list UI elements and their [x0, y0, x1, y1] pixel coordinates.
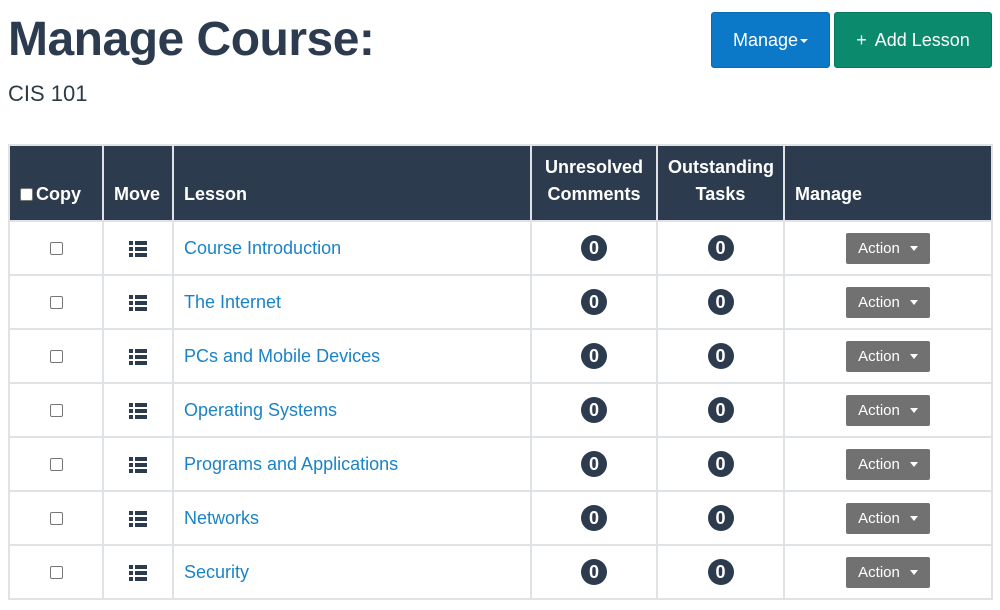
table-row — [9, 437, 992, 491]
comments-header-line1: Unresolved — [544, 157, 644, 177]
manage-cell — [784, 383, 992, 437]
lesson-cell — [173, 383, 531, 437]
tasks-cell — [657, 221, 784, 275]
copy-cell — [9, 221, 103, 275]
unresolved-comments-badge: 0 — [581, 289, 607, 315]
tasks-cell — [657, 437, 784, 491]
copy-checkbox[interactable] — [50, 350, 63, 363]
top-actions — [711, 12, 992, 68]
lesson-cell — [173, 491, 531, 545]
outstanding-tasks-badge: 0 — [708, 289, 734, 315]
comments-cell — [531, 329, 657, 383]
caret-down-icon — [910, 354, 918, 359]
plus-icon: + — [856, 29, 867, 50]
lesson-link[interactable]: Course Introduction — [184, 237, 342, 258]
column-header-copy — [9, 145, 103, 221]
lesson-cell — [173, 275, 531, 329]
copy-cell — [9, 275, 103, 329]
lesson-cell — [173, 329, 531, 383]
tasks-cell — [657, 491, 784, 545]
action-label: Action — [858, 509, 900, 527]
unresolved-comments-badge: 0 — [581, 559, 607, 585]
tasks-header-line2: Tasks — [695, 184, 746, 204]
tasks-cell — [657, 329, 784, 383]
copy-checkbox[interactable] — [50, 458, 63, 471]
unresolved-comments-badge: 0 — [581, 397, 607, 423]
column-header-comments — [531, 145, 657, 221]
unresolved-comments-badge: 0 — [581, 235, 607, 261]
page-title: Manage Course: — [8, 13, 375, 66]
copy-checkbox[interactable] — [50, 512, 63, 525]
lesson-cell — [173, 221, 531, 275]
comments-header-line2: Comments — [547, 184, 641, 204]
copy-header-label: Copy — [36, 184, 81, 204]
copy-cell — [9, 329, 103, 383]
caret-down-icon — [910, 462, 918, 467]
list-icon[interactable] — [129, 457, 147, 473]
copy-cell — [9, 437, 103, 491]
caret-down-icon — [910, 516, 918, 521]
move-cell — [103, 221, 173, 275]
list-icon[interactable] — [129, 349, 147, 365]
copy-checkbox[interactable] — [50, 566, 63, 579]
move-cell — [103, 329, 173, 383]
table-row — [9, 221, 992, 275]
unresolved-comments-badge: 0 — [581, 451, 607, 477]
move-cell — [103, 275, 173, 329]
lesson-cell — [173, 437, 531, 491]
list-icon[interactable] — [129, 403, 147, 419]
lesson-link[interactable]: Programs and Applications — [184, 453, 399, 474]
column-header-lesson: Lesson — [173, 145, 531, 221]
outstanding-tasks-badge: 0 — [708, 559, 734, 585]
lesson-link[interactable]: Networks — [184, 507, 260, 528]
comments-cell — [531, 437, 657, 491]
column-header-tasks — [657, 145, 784, 221]
comments-cell — [531, 491, 657, 545]
copy-checkbox[interactable] — [50, 242, 63, 255]
manage-cell — [784, 221, 992, 275]
lesson-rows — [9, 221, 992, 599]
tasks-cell — [657, 545, 784, 599]
caret-down-icon — [910, 408, 918, 413]
copy-cell — [9, 383, 103, 437]
add-lesson-label: Add Lesson — [874, 29, 970, 50]
table-row — [9, 275, 992, 329]
manage-cell — [784, 545, 992, 599]
copy-checkbox[interactable] — [50, 404, 63, 417]
add-lesson-button[interactable] — [834, 12, 992, 68]
action-label: Action — [858, 239, 900, 257]
outstanding-tasks-badge: 0 — [708, 343, 734, 369]
manage-dropdown-button[interactable] — [711, 12, 830, 68]
action-dropdown-button[interactable] — [846, 557, 930, 588]
action-label: Action — [858, 401, 900, 419]
action-dropdown-button[interactable] — [846, 503, 930, 534]
lesson-link[interactable]: PCs and Mobile Devices — [184, 345, 381, 366]
lesson-link[interactable]: Operating Systems — [184, 399, 338, 420]
lesson-cell — [173, 545, 531, 599]
table-row — [9, 383, 992, 437]
column-header-manage: Manage — [784, 145, 992, 221]
course-code: CIS 101 — [8, 81, 88, 106]
action-dropdown-button[interactable] — [846, 287, 930, 318]
tasks-header-line1: Outstanding — [668, 157, 774, 177]
comments-cell — [531, 221, 657, 275]
lesson-link[interactable]: Security — [184, 561, 250, 582]
caret-down-icon — [910, 300, 918, 305]
column-header-move: Move — [103, 145, 173, 221]
action-label: Action — [858, 455, 900, 473]
table-header-row — [9, 145, 992, 221]
move-cell — [103, 437, 173, 491]
outstanding-tasks-badge: 0 — [708, 451, 734, 477]
comments-cell — [531, 383, 657, 437]
select-all-checkbox[interactable] — [20, 188, 33, 201]
list-icon[interactable] — [129, 565, 147, 581]
unresolved-comments-badge: 0 — [581, 505, 607, 531]
outstanding-tasks-badge: 0 — [708, 397, 734, 423]
comments-cell — [531, 275, 657, 329]
tasks-cell — [657, 383, 784, 437]
move-cell — [103, 491, 173, 545]
copy-cell — [9, 491, 103, 545]
action-label: Action — [858, 347, 900, 365]
copy-cell — [9, 545, 103, 599]
move-cell — [103, 545, 173, 599]
list-icon[interactable] — [129, 295, 147, 311]
caret-down-icon — [910, 246, 918, 251]
caret-down-icon — [800, 39, 808, 43]
action-label: Action — [858, 293, 900, 311]
manage-cell — [784, 437, 992, 491]
table-row — [9, 329, 992, 383]
manage-button-label: Manage — [732, 29, 799, 50]
action-dropdown-button[interactable] — [846, 395, 930, 426]
action-dropdown-button[interactable] — [846, 341, 930, 372]
table-row — [9, 491, 992, 545]
outstanding-tasks-badge: 0 — [708, 505, 734, 531]
tasks-cell — [657, 275, 784, 329]
manage-cell — [784, 275, 992, 329]
move-cell — [103, 383, 173, 437]
copy-checkbox[interactable] — [50, 296, 63, 309]
comments-cell — [531, 545, 657, 599]
action-label: Action — [858, 563, 900, 581]
unresolved-comments-badge: 0 — [581, 343, 607, 369]
lesson-link[interactable]: The Internet — [184, 291, 282, 312]
list-icon[interactable] — [129, 511, 147, 527]
action-dropdown-button[interactable] — [846, 449, 930, 480]
caret-down-icon — [910, 570, 918, 575]
lessons-table — [8, 144, 993, 600]
action-dropdown-button[interactable] — [846, 233, 930, 264]
list-icon[interactable] — [129, 241, 147, 257]
table-row — [9, 545, 992, 599]
manage-cell — [784, 329, 992, 383]
manage-cell — [784, 491, 992, 545]
outstanding-tasks-badge: 0 — [708, 235, 734, 261]
